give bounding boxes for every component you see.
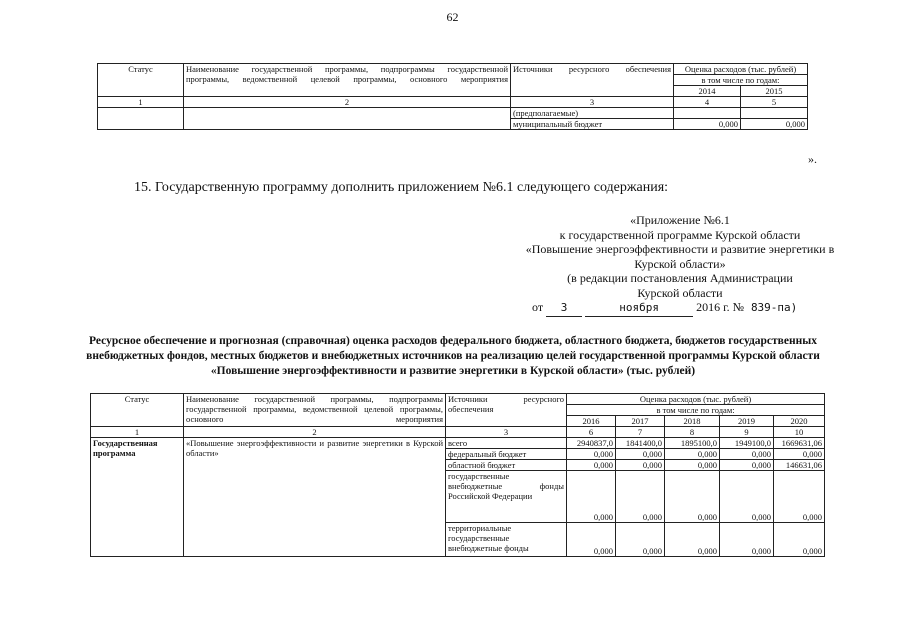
header-estimate: Оценка расходов (тыс. рублей) [674,64,808,75]
col-num: 10 [774,427,825,438]
table-row [91,438,825,449]
value-cell: 2940837,0 [567,438,616,449]
col-num: 5 [741,97,808,108]
value-cell: 0,000 [665,471,720,523]
continuation-table [97,63,808,130]
source-cell: территориальные государственные внебюджетные фонды [446,523,567,557]
col-num: 3 [446,427,567,438]
value-cell: 1669631,06 [774,438,825,449]
value-cell: 0,000 [674,119,741,130]
value-cell: 0,000 [665,460,720,471]
header-year: 2020 [774,416,825,427]
value-cell: 0,000 [616,523,665,557]
header-status: Статус [98,64,184,97]
value-cell: 0,000 [720,449,774,460]
appendix-year-no: 2016 г. № [696,300,745,314]
appendix-from: от [532,300,544,314]
header-including: в том числе по годам: [674,75,808,86]
header-year: 2019 [720,416,774,427]
appendix-month: ноября [585,301,693,317]
page-number: 62 [446,10,459,24]
header-year: 2015 [741,86,808,97]
col-num: 2 [184,427,446,438]
value-cell: 0,000 [616,460,665,471]
col-num: 6 [567,427,616,438]
col-num: 4 [674,97,741,108]
name-cell [184,108,511,130]
source-cell: (предполагаемые) [511,108,674,119]
col-num: 9 [720,427,774,438]
header-sources: Источники ресурсного обеспечения [511,64,674,97]
value-cell: 1949100,0 [720,438,774,449]
source-cell: всего [446,438,567,449]
header-year: 2018 [665,416,720,427]
header-year: 2017 [616,416,665,427]
source-cell: муниципальный бюджет [511,119,674,130]
value-cell: 0,000 [665,523,720,557]
header-sources: Источники ресурсного обеспечения [446,394,567,427]
appendix-block [480,213,880,317]
value-cell: 0,000 [741,119,808,130]
program-name: «Повышение энергоэффективности и развитие энергетики в Курской области» [184,438,446,557]
value-cell: 1841400,0 [616,438,665,449]
appendix-day: 3 [546,301,582,317]
col-num: 2 [184,97,511,108]
col-num: 3 [511,97,674,108]
value-cell [741,108,808,119]
value-cell: 0,000 [774,523,825,557]
value-cell: 0,000 [567,471,616,523]
col-num: 8 [665,427,720,438]
header-name: Наименование государственной программы, подпрограммы государственной программы, ведомственной целевой программы, основного мероприятия [184,394,446,427]
header-name: Наименование государственной программы, подпрограммы государственной программы, ведомственной целевой программы, основного мероприятия [184,64,511,97]
header-estimate: Оценка расходов (тыс. рублей) [567,394,825,405]
col-num: 1 [91,427,184,438]
appendix-line: к государственной программе Курской области [559,227,801,242]
value-cell: 146631,06 [774,460,825,471]
value-cell: 0,000 [720,523,774,557]
value-cell: 0,000 [567,523,616,557]
item-15-text: 15. Государственную программу дополнить приложением №6.1 следующего содержания: [134,180,669,195]
value-cell: 1895100,0 [665,438,720,449]
column-number-row [98,97,808,108]
header-including: в том числе по годам: [567,405,825,416]
appendix-line: Курской области [637,285,723,300]
value-cell: 0,000 [720,471,774,523]
appendix-number: 839-па) [750,301,798,314]
appendix-line: (в редакции постановления Администрации [567,271,793,285]
appendix-line: Курской области» [634,256,726,271]
appendix-date-line [480,300,880,317]
appendix-line: «Повышение энергоэффективности и развитие энергетики в [525,242,835,256]
column-number-row [91,427,825,438]
header-year: 2014 [674,86,741,97]
value-cell: 0,000 [774,471,825,523]
value-cell: 0,000 [567,460,616,471]
value-cell [674,108,741,119]
source-cell: областной бюджет [446,460,567,471]
value-cell: 0,000 [567,449,616,460]
header-year: 2016 [567,416,616,427]
section-heading: Ресурсное обеспечение и прогнозная (справочная) оценка расходов федерального бюджета, областного бюджета, бюджетов государственных внебюджетных фондов, местных бюджетов и внебюджетных источников на реализацию целей государственной программы Курской области «Повышение энергоэффективности и развитие энергетики в Курской области» (тыс. рублей) [86,335,820,377]
program-status: Государственная программа [91,438,184,557]
header-status: Статус [91,394,184,427]
value-cell: 0,000 [665,449,720,460]
appendix-line: «Приложение №6.1 [630,213,730,227]
resource-table [90,393,825,557]
table-row [98,108,808,119]
status-cell [98,108,184,130]
value-cell: 0,000 [774,449,825,460]
col-num: 7 [616,427,665,438]
value-cell: 0,000 [616,471,665,523]
source-cell: федеральный бюджет [446,449,567,460]
value-cell: 0,000 [616,449,665,460]
col-num: 1 [98,97,184,108]
value-cell: 0,000 [720,460,774,471]
source-cell: государственные внебюджетные фонды Российской Федерации [446,471,567,523]
closing-quote: ». [808,152,817,166]
